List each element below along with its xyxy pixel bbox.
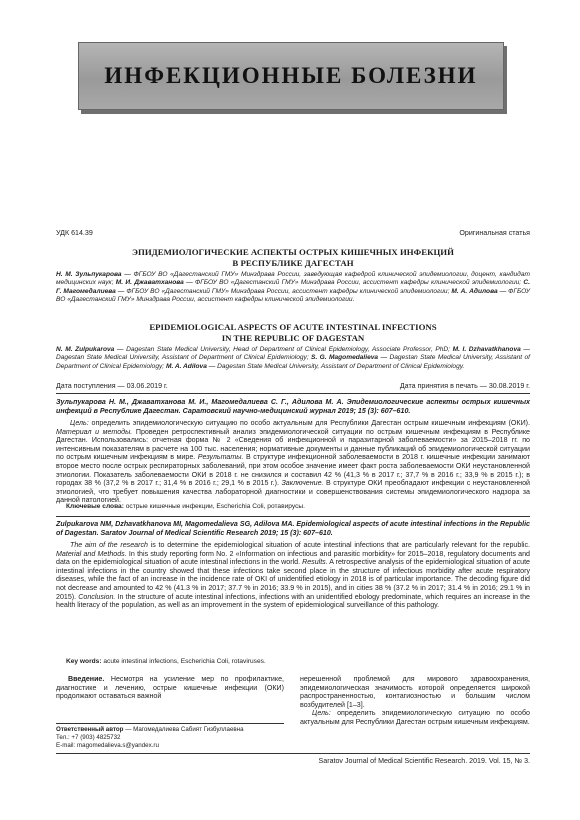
title-en	[56, 322, 530, 344]
author-name: Н. М. Зульпукарова	[56, 271, 122, 278]
date-accepted: Дата принятия в печать — 30.08.2019 г.	[399, 382, 530, 390]
aim-text: определить эпидемиологическую ситуацию по особо актуальным для Республики Дагестан острым кишечным инфекциям.	[300, 709, 530, 726]
author-affiliation: — Dagestan State Medical University, Head of Department of Clinical Epidemiology, Associate Professor, PhD;	[114, 346, 453, 353]
citation-en: Zulpukarova NM, Dzhavatkhanova MI, Magomedalieva SG, Adilova MA. Epidemiological aspects of acute intestinal infections in the Republic of Dagestan. Saratov Journal of Medical Scientific Research 2019; 15 (3): 607–610.	[56, 520, 530, 537]
keywords-label: Key words:	[66, 658, 102, 665]
footnote-author: — Магомедалиева Сабият Гизбуллаевна	[123, 726, 244, 733]
author-name: М. А. Адилова	[451, 287, 498, 295]
author-affiliation: — Dagestan State Medical University, Assistant of Department of Clinical Epidemiology;	[56, 354, 530, 370]
right-paragraph: нерешенной проблемой для мирового здравоохранения, эпидемиологическая значимость которой определяется широкой распространенностью, контагиозностью и большим числом возбудителей [1–3].	[300, 675, 530, 709]
abstract-heading: Материал и методы.	[56, 427, 133, 436]
author-name: M. A. Adilova	[165, 362, 207, 370]
abstract-heading: Material and Methods.	[56, 549, 127, 558]
aim-label: Цель:	[312, 709, 331, 718]
author-affiliation: — Dagestan State Medical University, Assistant of Department of Clinical Epidemiology.	[206, 362, 465, 370]
aim-paragraph	[300, 709, 530, 726]
divider	[56, 393, 530, 394]
author-affiliation: — ФГБОУ ВО «Дагестанский ГМУ» Минздрава России, ассистент кафедры клинической эпидемиологии;	[115, 287, 452, 295]
divider	[56, 516, 530, 517]
title-ru	[56, 247, 530, 269]
intro-label: Введение.	[68, 675, 105, 683]
author-affiliation: — Dagestan State Medical University, Assistant of Department of Clinical Epidemiology;	[56, 346, 530, 362]
abstract-heading: Заключение.	[281, 479, 324, 488]
abstract-heading: Results.	[302, 558, 328, 567]
intro-paragraph	[56, 675, 284, 701]
abstract-text: определить эпидемиологическую ситуацию по особо актуальным для Республики Дагестан острым кишечным инфекциям (ОКИ).	[88, 419, 530, 427]
abstract-ru	[56, 419, 530, 505]
author-name: S. G. Magomedalieva	[311, 354, 379, 362]
footnote	[56, 726, 284, 749]
author-affiliation: — ФГБОУ ВО «Дагестанский ГМУ» Минздрава России, ассистент кафедры клинической эпидемиологии.	[56, 287, 531, 304]
abstract-en	[56, 541, 530, 610]
footnote-label: Ответственный автор	[56, 726, 124, 733]
author-name: С. Г. Магомедалиева	[56, 279, 530, 295]
footer-divider	[56, 753, 530, 754]
title-ru-line1: ЭПИДЕМИОЛОГИЧЕСКИЕ АСПЕКТЫ ОСТРЫХ КИШЕЧНЫХ ИНФЕКЦИЙ	[132, 247, 454, 257]
abstract-text: В структуре инфекционной заболеваемости в 2018 г. кишечные инфекции занимают второе место после острых респираторных заболеваний, при этом особое значение имеет факт роста заболеваемости ОКИ неустановленной этиологии. Показатель заболеваемости ОКИ в 2018 г. не снизился и составил 42 % (41,3 % в 2017 г.; 37,7 % в 2016 г.; 33,9 % в 2015 г.); в городах 38 % (37,2 % в 2017 г.; 31,4 % в 2016 г.; 29,1 % в 2015 г.).	[56, 453, 530, 488]
footnote-email: E-mail: magomedalieva.s@yandex.ru	[56, 741, 159, 749]
section-header-banner	[78, 42, 504, 110]
author-name: М. И. Джаватханова	[115, 279, 184, 287]
udk-code: УДК 614.39	[56, 229, 93, 237]
intro-text: Несмотря на усиление мер по профилактике, диагностике и лечению, острые кишечные инфекции (ОКИ) продолжают оставаться важной	[56, 675, 284, 701]
author-affiliation: — ФГБОУ ВО «Дагестанский ГМУ» Минздрава России, заведующая кафедрой клинической эпидемиологии, доцент, кандидат медицинских наук;	[56, 271, 530, 287]
keywords-en	[66, 658, 530, 666]
title-ru-line2: В РЕСПУБЛИКЕ ДАГЕСТАН	[232, 258, 354, 268]
footnote-phone: Тел.: +7 (903) 4825732	[56, 733, 121, 741]
date-received: Дата поступления — 03.06.2019 г.	[56, 382, 168, 390]
citation-ru: Зульпукарова Н. М., Джаватханова М. И., Магомедалиева С. Г., Адилова М. А. Эпидемиологические аспекты острых кишечных инфекций в Республике Дагестан. Саратовский научно-медицинский журнал 2019; 15 (3): 607–610.	[56, 398, 530, 415]
abstract-text: A retrospective analysis of the epidemiological situation of acute intestinal infections in the country showed that these infections take second place in the structure of infectious morbidity after acute respiratory diseases, while the fact of an increase in the incidence rate of OKI of unidentified etiology in 2018 is of particular importance. The decoding figure did not decrease and amounted to 42 % (41.3 % in 2017; 37.7 % in 2016; 33.9 % in 2015), and in cities 38 % (37.2 % in 2017; 31.4 % in 2016; 29.1 % in 2015).	[56, 558, 530, 601]
abstract-heading: Результаты.	[197, 453, 244, 462]
section-title: ИНФЕКЦИОННЫЕ БОЛЕЗНИ	[104, 63, 478, 88]
abstract-text: In the structure of acute intestinal infections, infections with an unidentified ebology predominate, which requires an increase in the health literacy of the population, as well as an improvement in the system of epidemiological surveillance of this pathology.	[56, 592, 531, 610]
authors-en	[56, 346, 530, 371]
abstract-heading: Conclusion.	[78, 592, 116, 601]
keywords-ru	[66, 503, 530, 511]
keywords-text: острые кишечные инфекции, Escherichia Coli, ротавирусы.	[123, 503, 305, 510]
author-name: M. I. Dzhavatkhanova	[452, 346, 521, 353]
abstract-heading: Цель:	[70, 419, 89, 427]
abstract-text: is to determine the epidemiological situation of acute intestinal infections that are particularly relevant for the republic.	[147, 541, 530, 549]
abstract-text: In this study reporting form No. 2 «Information on infectious and parasitic morbidity» for 2015–2018, regulatory documents and data on the epidemiological situation of acute intestinal infections in the world.	[56, 549, 530, 567]
right-column	[300, 675, 530, 727]
footnote-divider	[56, 723, 284, 724]
author-affiliation: — ФГБОУ ВО «Дагестанский ГМУ» Минздрава России, ассистент кафедры клинической эпидемиологии;	[183, 279, 524, 287]
authors-ru	[56, 271, 530, 305]
abstract-text: Проведен ретроспективный анализ эпидемиологической ситуации по острым кишечным инфекциям в Республике Дагестан. Использовались: отчетная форма № 2 «Сведения об инфекционной и паразитарной заболеваемости» за 2015–2018 гг. по интенсивным показателям в расчете на 100 тыс. населения; нормативные документы и данные публикаций об эпидемиологической ситуации по острым кишечным инфекциям в мире.	[56, 427, 530, 462]
author-name: N. M. Zulpukarova	[56, 346, 115, 353]
title-en-line2: IN THE REPUBLIC OF DAGESTAN	[221, 333, 365, 343]
keywords-label: Ключевые слова:	[66, 503, 124, 510]
keywords-text: acute intestinal infections, Escherichia Coli, rotaviruses.	[101, 658, 266, 665]
abstract-text: В структуре ОКИ преобладают инфекции с неустановленной этиологией, что требует повышения качества лабораторной диагностики и совершенствования системы эпидемиологического надзора за данной патологией.	[56, 479, 530, 505]
abstract-heading: The aim of the research	[70, 541, 148, 549]
title-en-line1: EPIDEMIOLOGICAL ASPECTS OF ACUTE INTESTINAL INFECTIONS	[149, 322, 437, 332]
journal-footer: Saratov Journal of Medical Scientific Research. 2019. Vol. 15, № 3.	[318, 757, 530, 765]
article-type: Оригинальная статья	[459, 229, 530, 237]
